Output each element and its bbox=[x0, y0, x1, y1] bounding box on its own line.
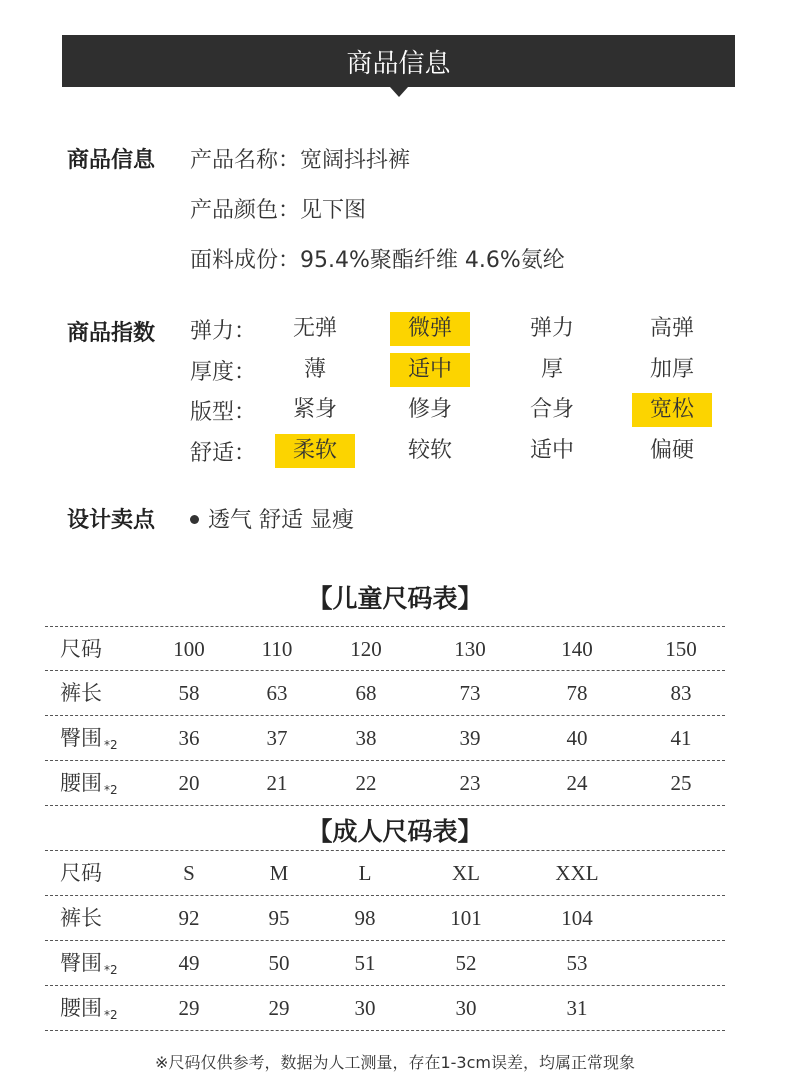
row-label-text: 裤长 bbox=[60, 906, 102, 930]
kids-cell: 68 bbox=[355, 681, 377, 705]
index-option: 厚 bbox=[540, 357, 563, 382]
kids-cell: 140 bbox=[561, 637, 593, 661]
kids-cell: 120 bbox=[350, 637, 382, 661]
kids-cell: 78 bbox=[566, 681, 588, 705]
index-option: 加厚 bbox=[649, 357, 694, 382]
table-row bbox=[0, 851, 790, 895]
adult-row-label bbox=[60, 941, 118, 985]
index-option: 修身 bbox=[407, 397, 452, 422]
index-option: 弹力 bbox=[529, 316, 574, 341]
index-option: 适中 bbox=[529, 438, 574, 463]
index-option: 紧身 bbox=[292, 397, 337, 422]
fabric-line: 面料成份：95.4%聚酯纤维 4.6%氨纶 bbox=[190, 248, 565, 273]
kids-cell: 38 bbox=[355, 726, 377, 750]
adult-cell: M bbox=[269, 861, 289, 885]
table-row bbox=[0, 627, 790, 671]
kids-row-label bbox=[60, 716, 118, 760]
table-row bbox=[0, 761, 790, 805]
index-option: 偏硬 bbox=[649, 438, 694, 463]
header-notch bbox=[390, 87, 408, 97]
index-option: 合身 bbox=[529, 397, 574, 422]
table-row bbox=[0, 941, 790, 985]
kids-cell: 130 bbox=[454, 637, 486, 661]
info-section-label: 商品信息 bbox=[67, 148, 156, 173]
adult-cell: 98 bbox=[354, 906, 376, 930]
adult-cell: 92 bbox=[178, 906, 200, 930]
kids-cell: 39 bbox=[459, 726, 481, 750]
kids-cell: 58 bbox=[178, 681, 200, 705]
kids-row-label bbox=[60, 671, 102, 715]
kids-cell: 63 bbox=[266, 681, 288, 705]
index-option-selected: 宽松 bbox=[632, 393, 712, 427]
adult-row-label bbox=[60, 896, 102, 940]
design-text: 透气 舒适 显瘦 bbox=[208, 508, 354, 533]
bullet-icon bbox=[190, 515, 199, 524]
footnote: ※尺码仅供参考，数据为人工测量，存在1-3cm误差，均属正常现象 bbox=[155, 1053, 635, 1072]
header-bar bbox=[62, 35, 735, 87]
kids-cell: 37 bbox=[266, 726, 288, 750]
row-label-text: 裤长 bbox=[60, 681, 102, 705]
row-label-suffix: *2 bbox=[104, 738, 118, 752]
row-label-text: 腰围 bbox=[60, 996, 102, 1020]
row-label-suffix: *2 bbox=[104, 1008, 118, 1022]
adult-cell: 53 bbox=[566, 951, 588, 975]
index-option-selected: 柔软 bbox=[275, 434, 355, 468]
adult-cell: 29 bbox=[268, 996, 290, 1020]
kids-cell: 36 bbox=[178, 726, 200, 750]
kids-cell: 41 bbox=[670, 726, 692, 750]
index-row-label: 弹力： bbox=[190, 319, 257, 344]
kids-cell: 150 bbox=[665, 637, 697, 661]
kids-row-label bbox=[60, 761, 118, 805]
adult-table-title: 【成人尺码表】 bbox=[307, 817, 483, 846]
row-label-suffix: *2 bbox=[104, 783, 118, 797]
adult-cell: 31 bbox=[566, 996, 588, 1020]
kids-cell: 22 bbox=[355, 771, 377, 795]
adult-cell: S bbox=[183, 861, 195, 885]
adult-cell: 30 bbox=[455, 996, 477, 1020]
adult-cell: 51 bbox=[354, 951, 376, 975]
kids-cell: 24 bbox=[566, 771, 588, 795]
adult-cell: 52 bbox=[455, 951, 477, 975]
kids-cell: 23 bbox=[459, 771, 481, 795]
adult-cell: 50 bbox=[268, 951, 290, 975]
table-divider bbox=[45, 805, 725, 806]
row-label-text: 臀围 bbox=[60, 951, 102, 975]
table-row bbox=[0, 716, 790, 760]
table-row bbox=[0, 986, 790, 1030]
kids-cell: 20 bbox=[178, 771, 200, 795]
product-name-line: 产品名称：宽阔抖抖裤 bbox=[190, 148, 411, 173]
kids-cell: 21 bbox=[266, 771, 288, 795]
adult-cell: 104 bbox=[561, 906, 593, 930]
index-option: 高弹 bbox=[649, 316, 694, 341]
table-row bbox=[0, 671, 790, 715]
table-divider bbox=[45, 1030, 725, 1031]
row-label-suffix: *2 bbox=[104, 963, 118, 977]
kids-cell: 25 bbox=[670, 771, 692, 795]
kids-cell: 73 bbox=[459, 681, 481, 705]
adult-cell: 95 bbox=[268, 906, 290, 930]
row-label-text: 臀围 bbox=[60, 726, 102, 750]
index-row-label: 舒适： bbox=[190, 441, 257, 466]
kids-cell: 83 bbox=[670, 681, 692, 705]
adult-row-label bbox=[60, 851, 102, 895]
adult-cell: 30 bbox=[354, 996, 376, 1020]
row-label-text: 尺码 bbox=[60, 637, 102, 661]
table-row bbox=[0, 896, 790, 940]
index-option-selected: 适中 bbox=[390, 353, 470, 387]
row-label-text: 尺码 bbox=[60, 861, 102, 885]
index-option: 较软 bbox=[407, 438, 452, 463]
index-row-label: 厚度： bbox=[190, 360, 257, 385]
adult-cell: 29 bbox=[178, 996, 200, 1020]
kids-cell: 100 bbox=[173, 637, 205, 661]
kids-table-title: 【儿童尺码表】 bbox=[307, 584, 483, 613]
index-option: 薄 bbox=[303, 357, 326, 382]
index-option: 无弹 bbox=[292, 316, 337, 341]
design-points bbox=[190, 503, 354, 534]
index-section-label: 商品指数 bbox=[67, 321, 156, 346]
design-section-label: 设计卖点 bbox=[67, 508, 156, 533]
row-label-text: 腰围 bbox=[60, 771, 102, 795]
index-row-label: 版型： bbox=[190, 400, 257, 425]
product-color-line: 产品颜色：见下图 bbox=[190, 198, 367, 223]
adult-cell: 101 bbox=[450, 906, 482, 930]
adult-cell: XL bbox=[452, 861, 480, 885]
header-title: 商品信息 bbox=[346, 48, 451, 79]
index-option-selected: 微弹 bbox=[390, 312, 470, 346]
adult-cell: 49 bbox=[178, 951, 200, 975]
adult-cell: L bbox=[358, 861, 372, 885]
kids-cell: 110 bbox=[261, 637, 293, 661]
kids-row-label bbox=[60, 627, 102, 671]
adult-cell: XXL bbox=[555, 861, 599, 885]
adult-row-label bbox=[60, 986, 118, 1030]
kids-cell: 40 bbox=[566, 726, 588, 750]
